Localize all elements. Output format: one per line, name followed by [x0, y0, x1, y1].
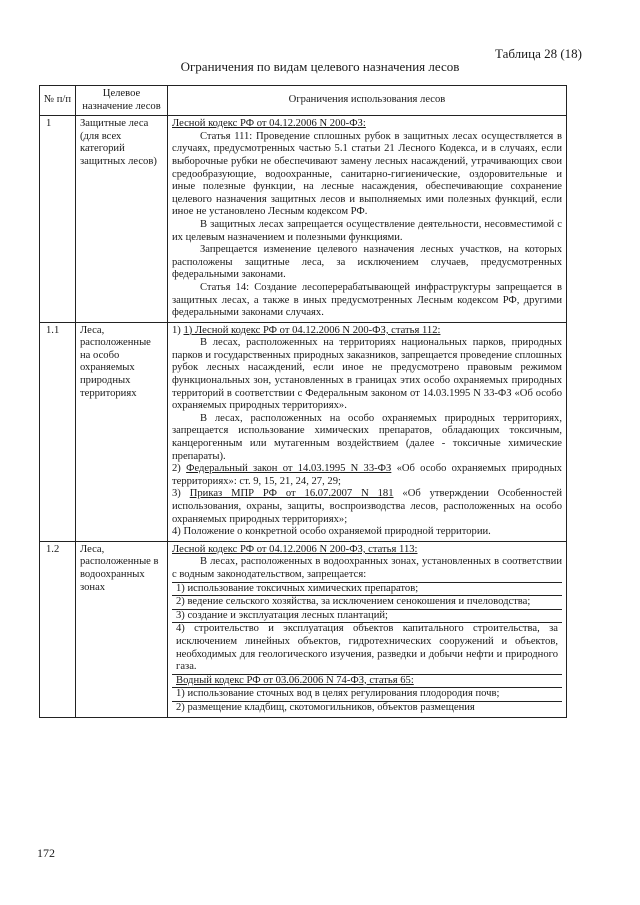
table-row — [40, 541, 567, 717]
paragraph: Статья 14: Создание лесоперерабатывающей инфраструктуры запрещается в защитных лесах, а также в иных предусмотренных Лесным кодексом РФ, другими федеральными законами случаях. — [172, 281, 562, 319]
row-restrictions — [168, 322, 567, 541]
list-item: 1) использование токсичных химических препаратов; — [172, 582, 562, 596]
row-number: 1.2 — [40, 541, 76, 717]
column-header-number: № п/п — [40, 86, 76, 116]
row-number: 1.1 — [40, 322, 76, 541]
row-restrictions — [168, 541, 567, 717]
table-row — [40, 322, 567, 541]
row-purpose: Леса, расположенные на особо охраняемых природных территориях — [76, 322, 168, 541]
law-reference: Лесной кодекс РФ от 04.12.2006 N 200-ФЗ: — [172, 118, 366, 130]
row-purpose: Леса, расположенные в водоохранных зонах — [76, 541, 168, 717]
list-item: 1) использование сточных вод в целях регулирования плодородия почв; — [172, 687, 562, 701]
list-item: 2) ведение сельского хозяйства, за исключением сенокошения и пчеловодства; — [172, 595, 562, 609]
row-purpose: Защитные леса (для всех категорий защитных лесов) — [76, 116, 168, 323]
law-reference-text: Водный кодекс РФ от 03.06.2006 N 74-ФЗ, статья 65: — [176, 674, 414, 686]
list-marker: 1) — [172, 324, 181, 336]
table-header-row — [40, 86, 567, 116]
restrictions-table — [39, 85, 567, 718]
list-item-text: «Об утверждении Особенностей использования, охраны, защиты, воспроизводства лесов, расположенных на особо охраняемых природных территориях»; — [172, 488, 562, 525]
column-header-purpose: Целевое назначение лесов — [76, 86, 168, 116]
law-reference: Лесной кодекс РФ от 04.12.2006 N 200-ФЗ, статья 113: — [172, 543, 418, 555]
law-reference — [172, 674, 562, 688]
page-number: 172 — [37, 846, 55, 860]
law-reference: Приказ МПР РФ от 16.07.2007 N 181 — [189, 488, 394, 500]
law-reference: 1) Лесной кодекс РФ от 04.12.2006 N 200-ФЗ, статья 112: — [183, 324, 441, 336]
list-item: 3) создание и эксплуатация лесных плантаций; — [172, 609, 562, 623]
list-item — [172, 463, 562, 488]
list-item: 4) строительство и эксплуатация объектов капитального строительства, за исключением линейных объектов, гидротехнических сооружений и объектов, необходимых для геологического изучения, разведки и добычи нефти и природного газа. — [172, 622, 562, 673]
table-number: Таблица 28 (18) — [494, 46, 582, 61]
list-item: 2) размещение кладбищ, скотомогильников, объектов размещения — [172, 701, 562, 715]
list-item — [172, 325, 562, 338]
law-reference: Федеральный закон от 14.03.1995 N 33-ФЗ — [186, 463, 392, 475]
list-marker: 3) — [172, 488, 181, 500]
list-item-text: «Об особо охраняемых природных территориях»: ст. 9, 15, 21, 24, 27, 29; — [172, 463, 562, 487]
paragraph: В защитных лесах запрещается осуществление деятельности, несовместимой с их целевым назначением и полезными функциями. — [172, 218, 562, 243]
row-number: 1 — [40, 116, 76, 323]
list-item: 4) Положение о конкретной особо охраняемой природной территории. — [172, 526, 491, 538]
column-header-restrictions: Ограничения использования лесов — [168, 86, 567, 116]
paragraph: В лесах, расположенных на территориях национальных парков, природных парков и государственных природных заказников, запрещается проведение сплошных рубок лесных насаждений, если иное не предусмотрено правовым режимом функциональных зон, установленных в границах этих особо охраняемых природных территорий в соответствии с Федеральным законом от 14.03.1995 N 33-ФЗ «Об особо охраняемых природных территориях». — [172, 337, 562, 412]
paragraph: В лесах, расположенных на особо охраняемых природных территориях, запрещается использование химических препаратов, обладающих токсичным, канцерогенным или мутагенным воздействием (далее - токсичные химические препараты). — [172, 412, 562, 462]
row-restrictions — [168, 116, 567, 323]
list-marker: 2) — [172, 463, 181, 475]
paragraph: Запрещается изменение целевого назначения лесных участков, на которых расположены защитные леса, за исключением случаев, предусмотренных федеральными законами. — [172, 244, 562, 281]
paragraph: Статья 111: Проведение сплошных рубок в защитных лесах осуществляется в случаях, предусмотренных частью 5.1 статьи 21 Лесного Кодекса, и в случаях, если выборочные рубки не обеспечивают замену лесных насаждений, утрачивающих свои средообразующие, водоохранные, санитарно-гигиенические, оздоровительные и иные полезные функции, на лесные насаждения, обеспечивающие сохранение целевого назначения защитных лесов и выполняемых ими полезных функций, если иное не установлено Лесным кодексом РФ. — [172, 130, 562, 218]
paragraph: В лесах, расположенных в водоохранных зонах, установленных в соответствии с водным законодательством, запрещается: — [172, 556, 562, 580]
list-item — [172, 488, 562, 526]
table-row — [40, 116, 567, 323]
table-caption: Ограничения по видам целевого назначения лесов — [180, 59, 460, 74]
